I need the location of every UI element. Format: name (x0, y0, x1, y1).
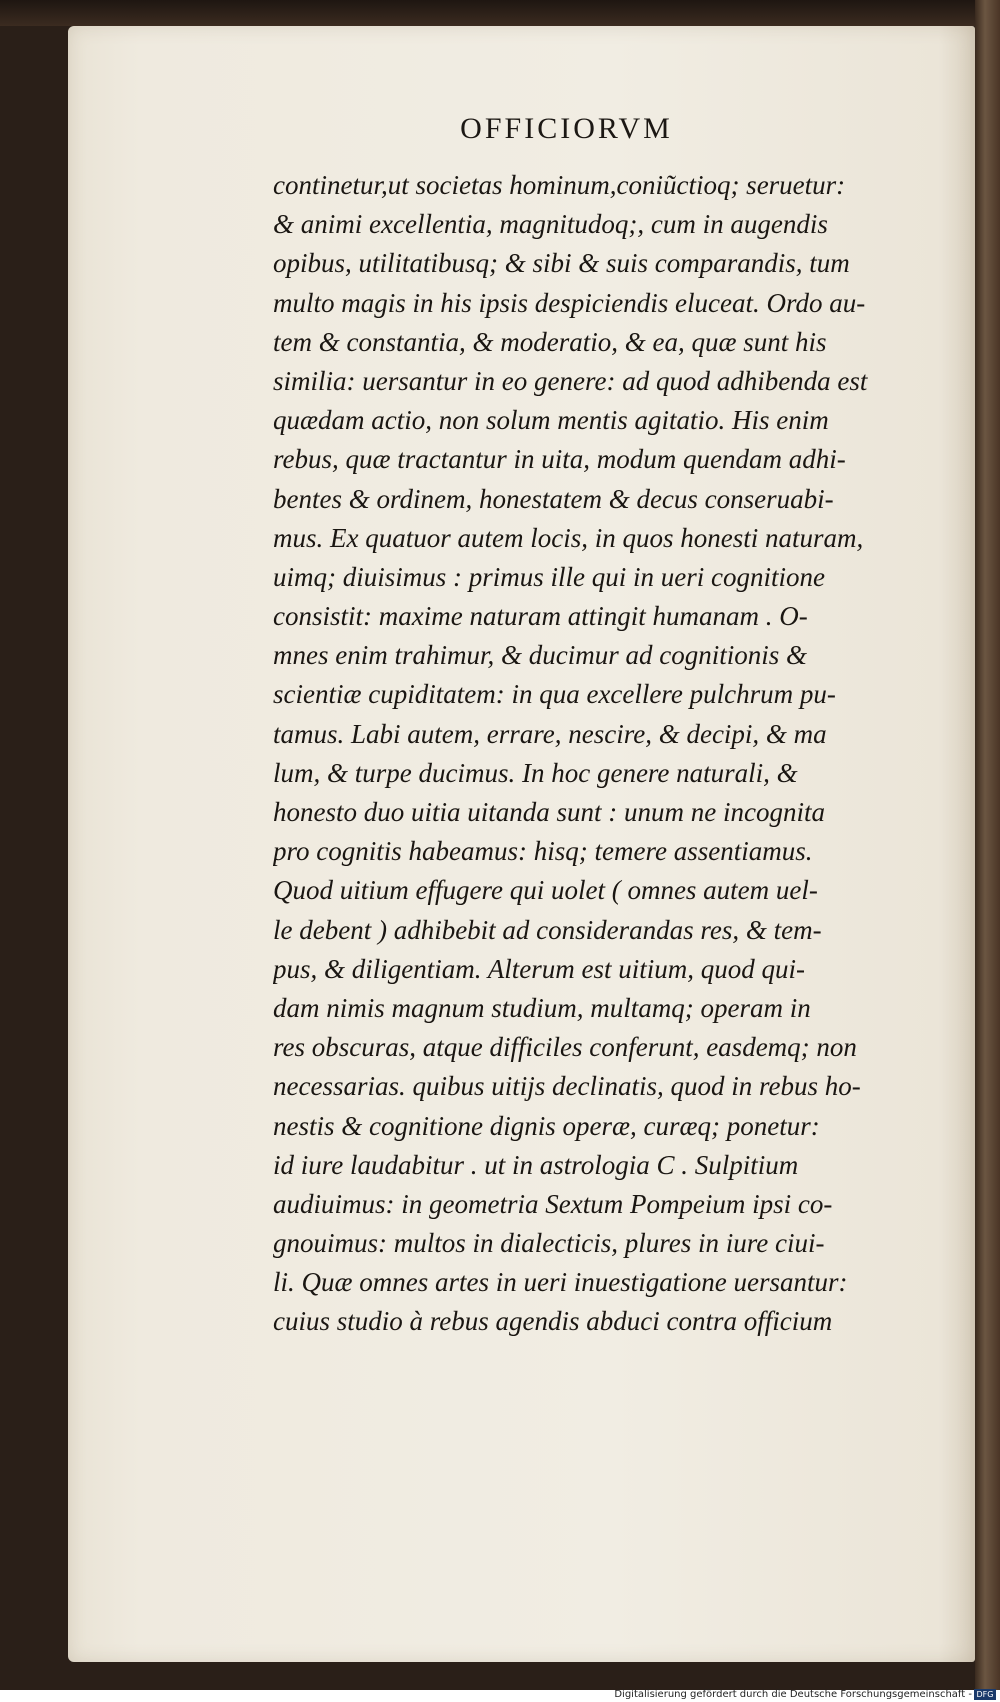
text-line: li. Quæ omnes artes in ueri inuestigatione uersantur: (273, 1267, 848, 1298)
text-line: res obscuras, atque difficiles conferunt, easdemq; non (273, 1032, 857, 1063)
text-line: & animi excellentia, magnitudoq;, cum in augendis (273, 209, 828, 240)
text-line: continetur,ut societas hominum,coniũctioq; seruetur: (273, 170, 846, 200)
text-line: cuius studio à rebus agendis abduci contra officium (273, 1306, 833, 1337)
text-line: mnes enim trahimur, & ducimur ad cognitionis & (273, 640, 807, 671)
text-line: opibus, utilitatibusq; & sibi & suis comparandis, tum (273, 248, 850, 279)
text-line: nestis & cognitione dignis operæ, curæq; ponetur: (273, 1110, 820, 1141)
text-line: mus. Ex quatuor autem locis, in quos honesti naturam, (273, 522, 864, 553)
text-line: necessarias. quibus uitijs declinatis, quod in rebus ho- (273, 1071, 861, 1102)
book-edge-top (0, 0, 1000, 26)
book-page (68, 26, 975, 1662)
text-line: quædam actio, non solum mentis agitatio. His enim (273, 405, 829, 436)
text-line: audiuimus: in geometria Sextum Pompeium ipsi co- (273, 1188, 833, 1219)
text-line: similia: uersantur in eo genere: ad quod adhibenda est (273, 365, 868, 396)
text-line: tamus. Labi autem, errare, nescire, & decipi, & ma (273, 718, 827, 749)
running-head: OFFICIORVM (460, 112, 673, 145)
text-line: gnouimus: multos in dialecticis, plures in iure ciui- (273, 1228, 825, 1259)
funding-credit: Digitalisierung gefördert durch die Deutsche Forschungsgemeinschaft - (614, 1689, 972, 1700)
text-line: id iure laudabitur . ut in astrologia C . Sulpitium (273, 1149, 799, 1180)
dfg-logo: DFG (974, 1689, 996, 1700)
text-line: le debent ) adhibebit ad considerandas res, & tem- (273, 914, 822, 945)
text-line: consistit: maxime naturam attingit humanam . O- (273, 601, 808, 632)
text-line: uimq; diuisimus : primus ille qui in ueri cognitione (273, 561, 825, 592)
text-line: Quod uitium effugere qui uolet ( omnes autem uel- (273, 875, 818, 906)
text-line: rebus, quæ tractantur in uita, modum quendam adhi- (273, 444, 846, 475)
text-line: pro cognitis habeamus: hisq; temere assentiamus. (273, 836, 813, 867)
text-line: pus, & diligentiam. Alterum est uitium, quod qui- (273, 953, 805, 984)
text-block (273, 166, 1000, 1342)
text-line: honesto duo uitia uitanda sunt : unum ne incognita (273, 797, 825, 827)
text-line: scientiæ cupiditatem: in qua excellere pulchrum pu- (273, 679, 836, 710)
text-line: dam nimis magnum studium, multamq; operam in (273, 992, 811, 1023)
text-line: multo magis in his ipsis despiciendis eluceat. Ordo au- (273, 287, 866, 318)
text-line: tem & constantia, & moderatio, & ea, quæ sunt his (273, 326, 827, 357)
text-line: bentes & ordinem, honestatem & decus conseruabi- (273, 483, 834, 514)
text-line: lum, & turpe ducimus. In hoc genere naturali, & (273, 757, 798, 788)
